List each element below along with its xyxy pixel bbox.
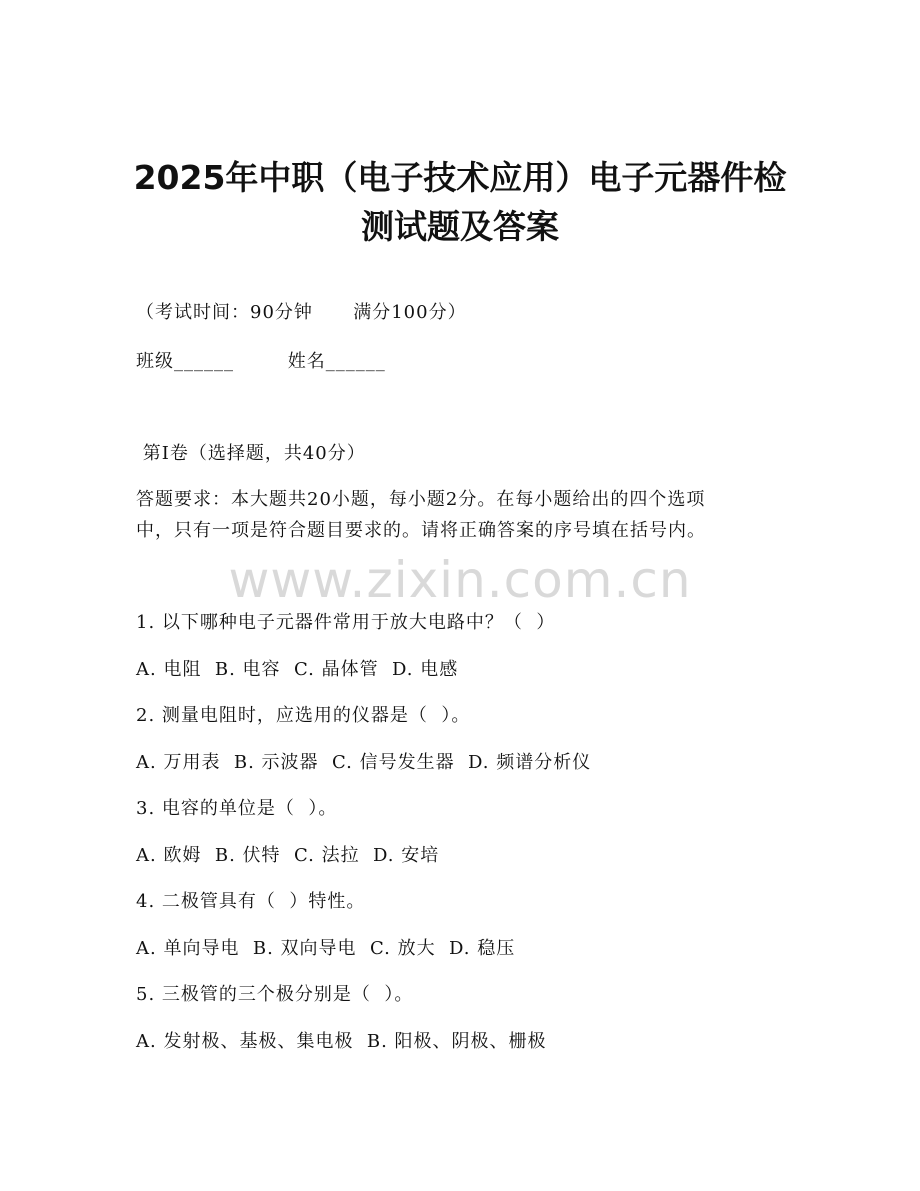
question-stem: 4. 二极管具有（ ）特性。 [136,891,366,912]
watermark: www.zixin.com.cn [228,551,692,609]
question-options: A. 欧姆 B. 伏特 C. 法拉 D. 安培 [136,845,440,866]
question-options: A. 电阻 B. 电容 C. 晶体管 D. 电感 [136,659,459,680]
document-title-line-1: 2025年中职（电子技术应用）电子元器件检 [133,158,787,197]
section-heading: 第I卷（选择题，共40分） [136,443,366,464]
question-stem: 3. 电容的单位是（ ）。 [136,798,338,819]
instructions-line-1: 答题要求：本大题共20小题，每小题2分。在每小题给出的四个选项 [136,489,706,510]
question-stem: 5. 三极管的三个极分别是（ ）。 [136,984,414,1005]
question-options: A. 发射极、基极、集电极 B. 阳极、阴极、栅极 [136,1031,547,1052]
question-options: A. 单向导电 B. 双向导电 C. 放大 D. 稳压 [136,938,516,959]
document-title-line-2: 测试题及答案 [361,207,559,246]
question-stem: 2. 测量电阻时，应选用的仪器是（ ）。 [136,705,471,726]
exam-info: （考试时间：90分钟 满分100分） [136,302,467,323]
question-stem: 1. 以下哪种电子元器件常用于放大电路中？（ ） [136,612,556,633]
instructions-line-2: 中，只有一项是符合题目要求的。请将正确答案的序号填在括号内。 [136,520,706,541]
question-options: A. 万用表 B. 示波器 C. 信号发生器 D. 频谱分析仪 [136,752,592,773]
student-info: 班级______ 姓名______ [136,351,386,372]
